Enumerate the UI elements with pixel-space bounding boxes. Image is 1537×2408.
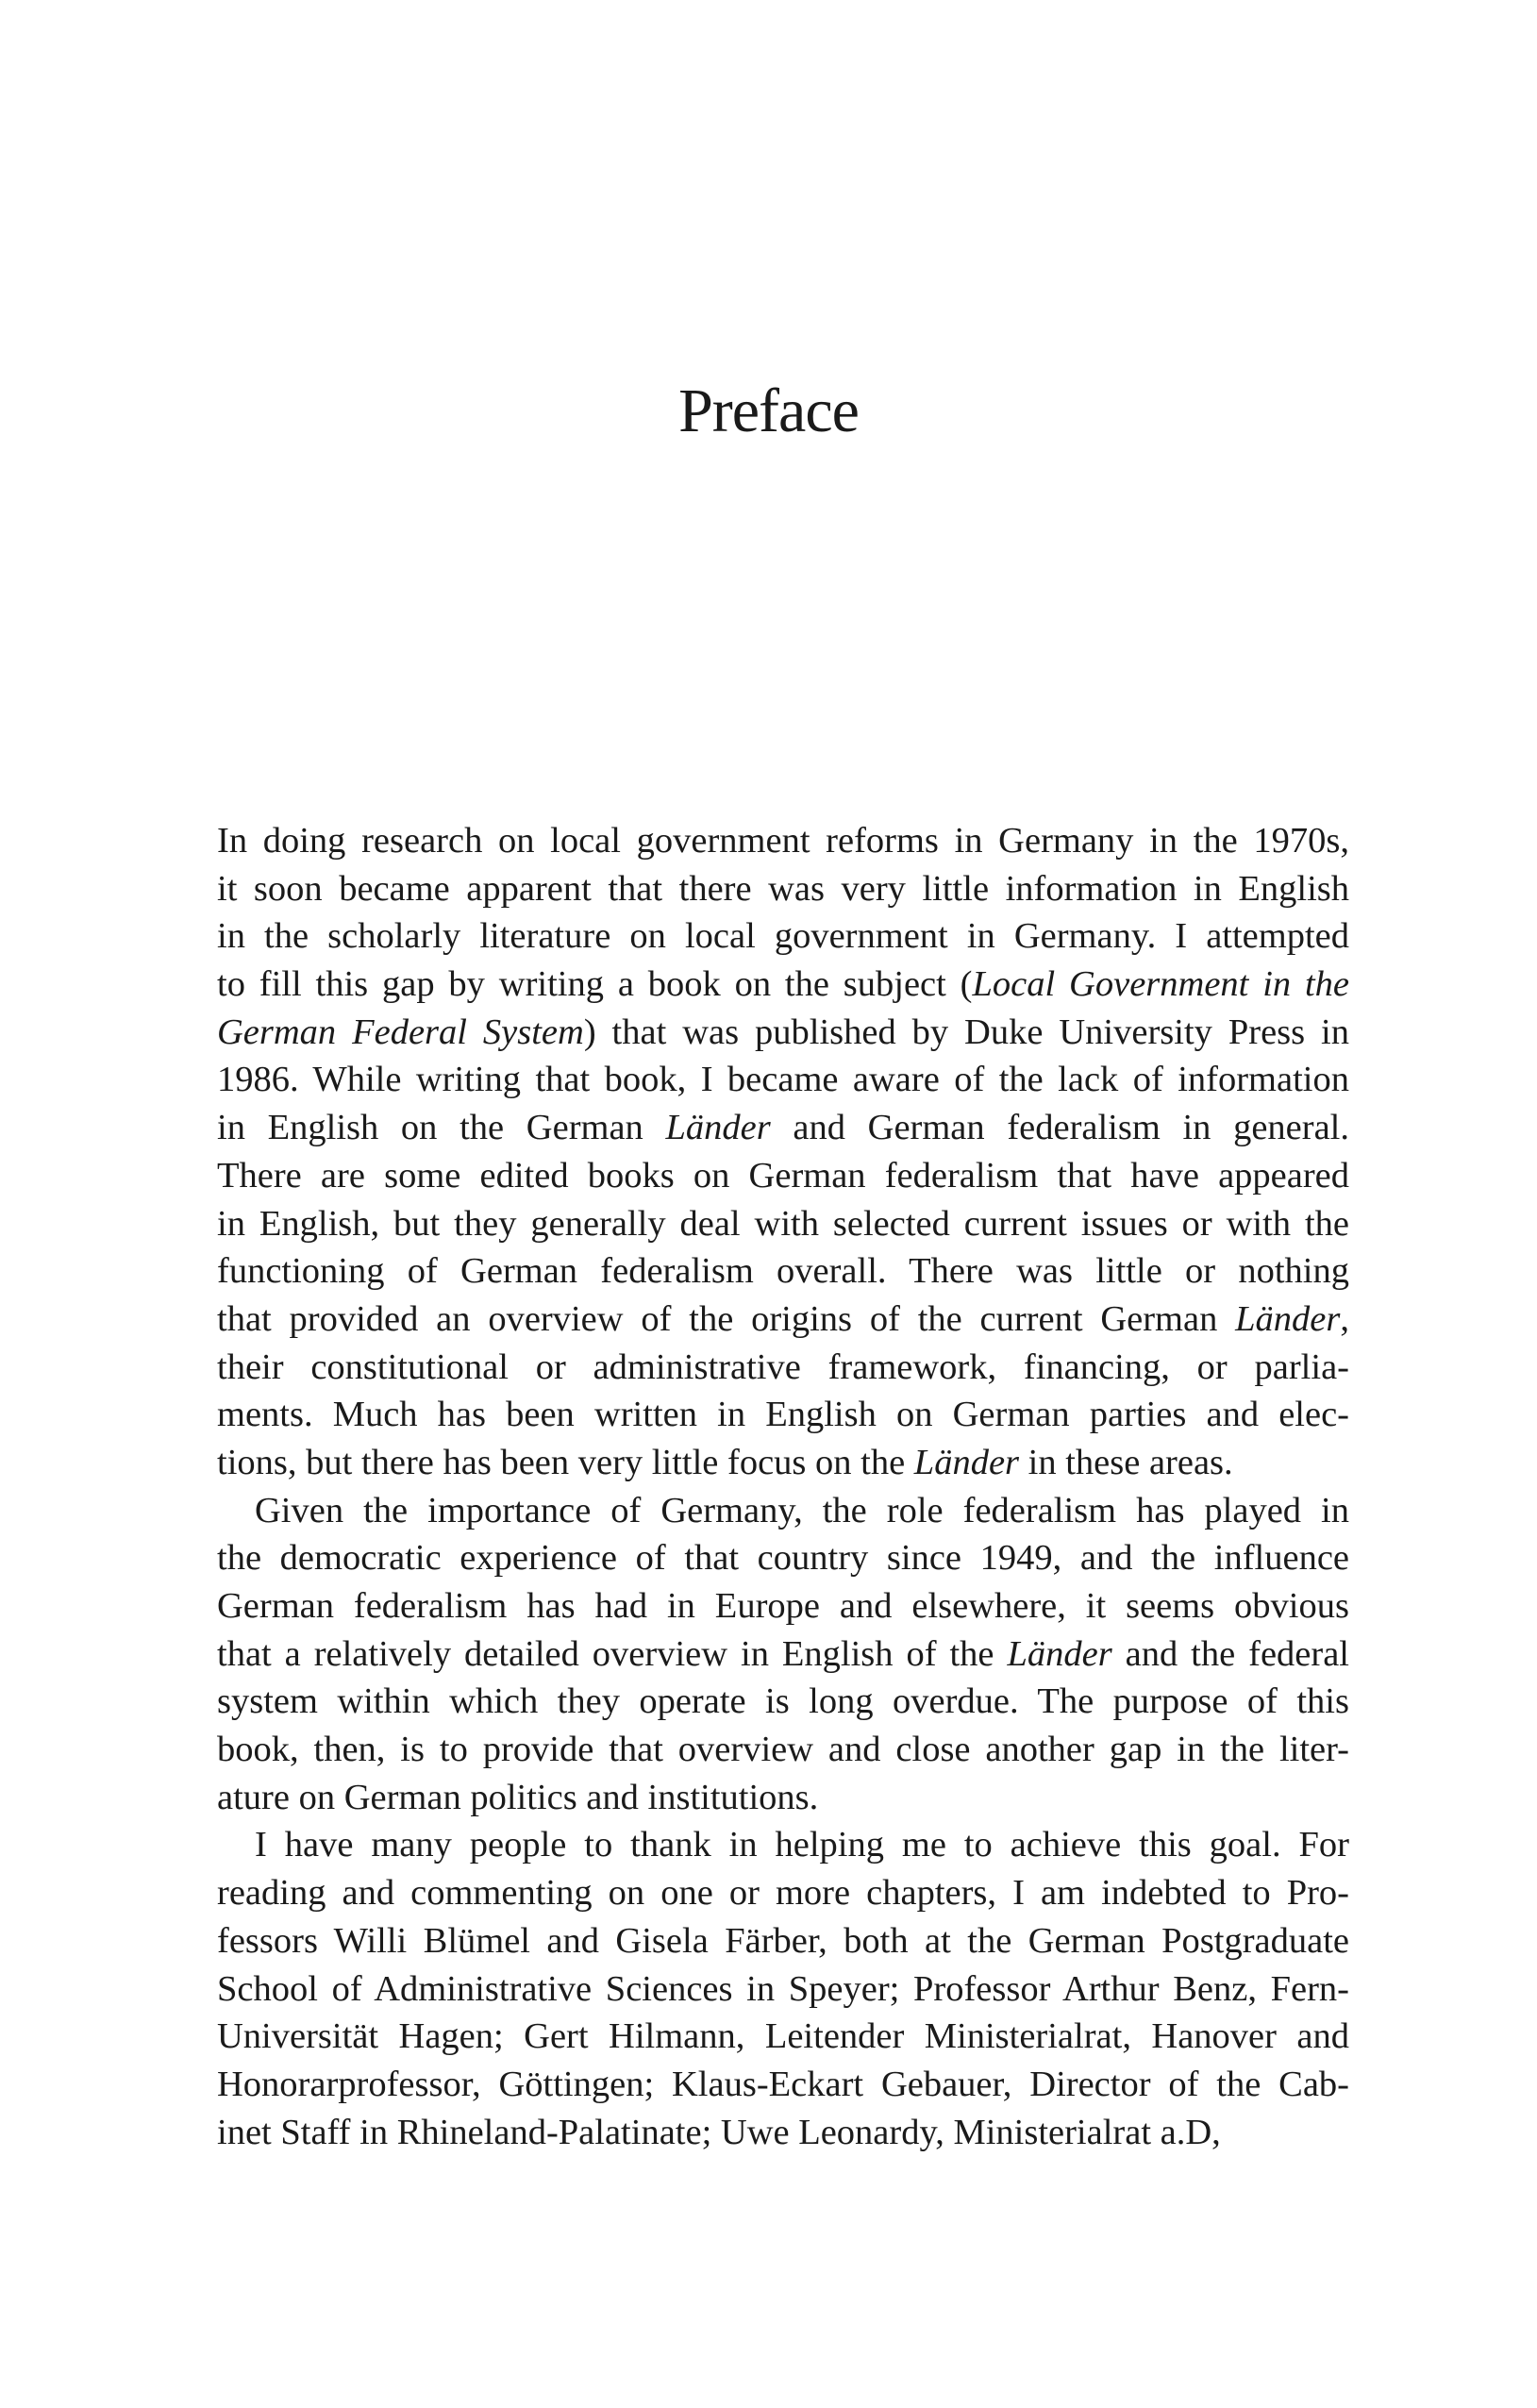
text-line — [217, 1391, 1349, 1439]
text-segment: to fill this gap by writing a book on the subject ( — [217, 964, 973, 1005]
text-line — [217, 1200, 1349, 1248]
text-segment: Given the importance of Germany, the role federalism has played in — [255, 1490, 1349, 1530]
text-segment: There are some edited books on German federalism that have appeared — [217, 1155, 1349, 1196]
text-segment: fessors Willi Blümel and Gisela Färber, both at the German Postgraduate — [217, 1920, 1349, 1961]
text-segment: tions, but there has been very little focus on the — [217, 1442, 914, 1482]
text-line — [217, 1869, 1349, 1917]
text-line — [217, 1965, 1349, 2014]
text-line — [217, 1821, 1349, 1869]
text-segment: ments. Much has been written in English on German parties and elec- — [217, 1395, 1349, 1435]
text-segment: inet Staff in Rhineland-Palatinate; Uwe Leonardy, Ministerialrat a.D, — [217, 2112, 1221, 2152]
text-segment: system within which they operate is long overdue. The purpose of this — [217, 1681, 1349, 1722]
text-segment: Universität Hagen; Gert Hilmann, Leitender Ministerialrat, Hanover and — [217, 2016, 1349, 2057]
text-segment: In doing research on local government reforms in Germany in the 1970s, — [217, 821, 1349, 861]
page-title: Preface — [678, 376, 859, 445]
text-segment: reading and commenting on one or more chapters, I am indebted to Pro- — [217, 1873, 1349, 1914]
body-text — [217, 817, 1349, 2156]
text-segment: and German federalism in general. — [770, 1108, 1349, 1148]
text-segment: and the federal — [1111, 1633, 1349, 1674]
text-segment: ) that was published by Duke University Press in — [583, 1012, 1349, 1052]
text-line — [217, 1439, 1349, 1487]
text-segment: , — [1340, 1298, 1349, 1339]
italic-text: Länder — [913, 1442, 1020, 1482]
text-segment: functioning of German federalism overall. There was little or nothing — [217, 1251, 1349, 1292]
text-line — [217, 1774, 1349, 1822]
text-segment: in these areas. — [1019, 1442, 1233, 1482]
text-segment: book, then, is to provide that overview and close another gap in the liter- — [217, 1730, 1349, 1770]
text-line — [217, 1296, 1349, 1344]
italic-text: Länder — [1007, 1633, 1112, 1674]
italic-text: Local Government in the — [972, 964, 1350, 1005]
text-line — [217, 1487, 1349, 1535]
text-segment: Honorarprofessor, Göttingen; Klaus-Eckart Gebauer, Director of the Cab- — [217, 2064, 1349, 2104]
text-segment: it soon became apparent that there was very little information in English — [217, 868, 1349, 909]
text-segment: that provided an overview of the origins of the current German — [217, 1298, 1236, 1339]
text-segment: ature on German politics and institutions. — [217, 1777, 819, 1817]
text-line — [217, 1247, 1349, 1296]
text-segment: 1986. While writing that book, I became aware of the lack of information — [217, 1060, 1349, 1100]
text-segment: in the scholarly literature on local government in Germany. I attempted — [217, 916, 1349, 957]
italic-text: German Federal System — [217, 1012, 584, 1052]
text-line — [217, 1726, 1349, 1774]
text-segment: their constitutional or administrative framework, financing, or parlia- — [217, 1346, 1349, 1387]
text-segment: in English, but they generally deal with selected current issues or with the — [217, 1203, 1349, 1244]
text-segment: German federalism has had in Europe and elsewhere, it seems obvious — [217, 1586, 1349, 1626]
paragraph — [217, 1821, 1349, 2156]
text-line — [217, 2013, 1349, 2061]
text-line — [217, 2109, 1349, 2157]
text-line — [217, 1582, 1349, 1630]
text-segment: that a relatively detailed overview in English of the — [217, 1633, 1008, 1674]
paragraph — [217, 1487, 1349, 1822]
text-line — [217, 1534, 1349, 1582]
italic-text: Länder — [665, 1108, 771, 1148]
text-segment: the democratic experience of that country since 1949, and the influence — [217, 1538, 1349, 1579]
text-segment: I have many people to thank in helping me to achieve this goal. For — [255, 1825, 1349, 1865]
text-line — [217, 961, 1349, 1009]
text-line — [217, 1630, 1349, 1679]
text-line — [217, 1056, 1349, 1104]
text-line — [217, 1104, 1349, 1152]
text-line — [217, 1009, 1349, 1057]
text-line — [217, 912, 1349, 961]
text-line — [217, 817, 1349, 865]
text-line — [217, 1152, 1349, 1200]
text-segment: School of Administrative Sciences in Speyer; Professor Arthur Benz, Fern- — [217, 1968, 1349, 2009]
text-line — [217, 865, 1349, 913]
text-line — [217, 1344, 1349, 1392]
text-line — [217, 2061, 1349, 2109]
text-segment: in English on the German — [217, 1108, 666, 1148]
italic-text: Länder — [1235, 1298, 1341, 1339]
text-line — [217, 1917, 1349, 1965]
text-line — [217, 1678, 1349, 1726]
paragraph — [217, 817, 1349, 1487]
